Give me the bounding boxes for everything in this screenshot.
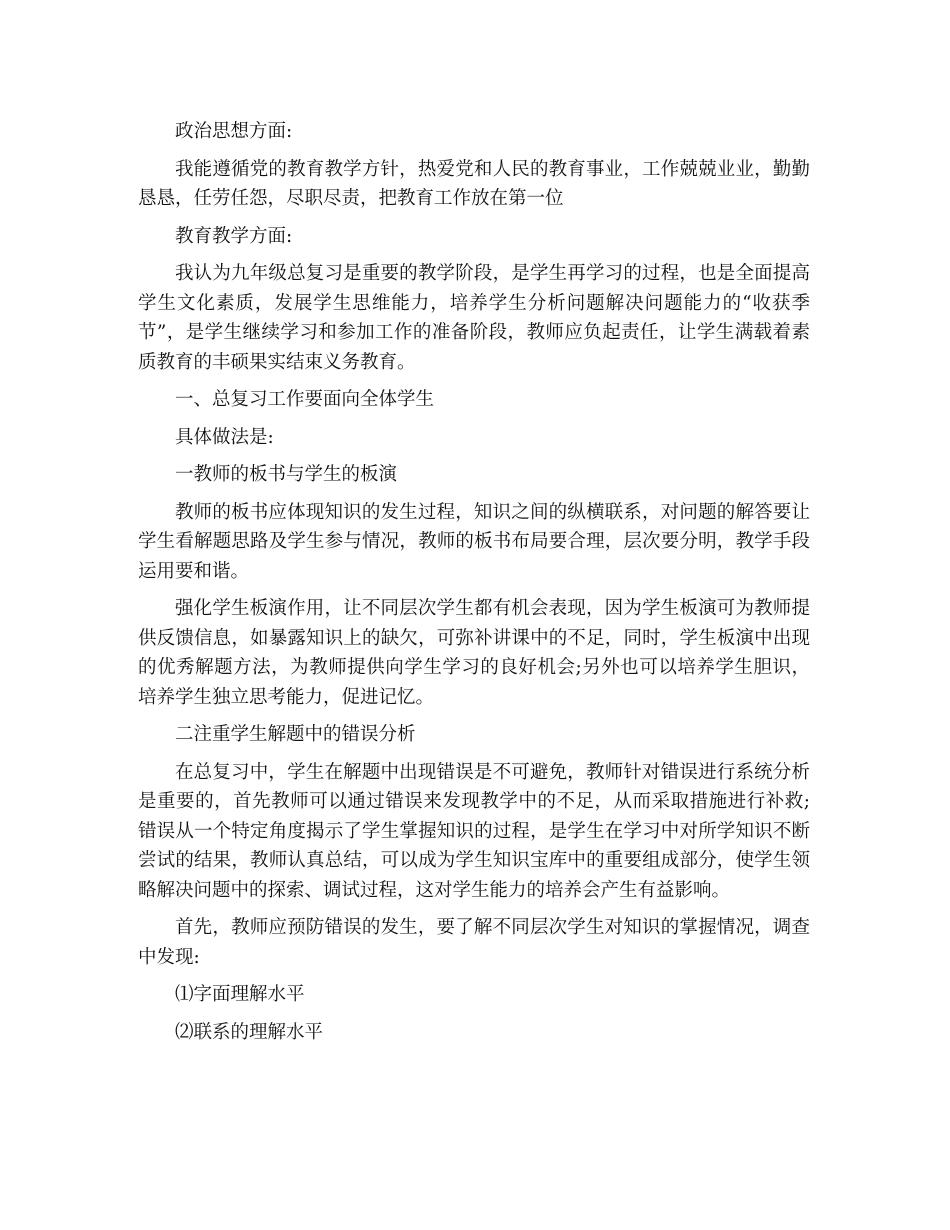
paragraph: 教师的板书应体现知识的发生过程，知识之间的纵横联系，对问题的解答要让学生看解题思路及学生参与情况，教师的板书布局要合理，层次要分明，教学手段运用要和谐。 bbox=[138, 501, 810, 582]
paragraph: 我认为九年级总复习是重要的教学阶段，是学生再学习的过程，也是全面提高学生文化素质，发展学生思维能力，培养学生分析问题解决问题能力的“收获季节”，是学生继续学习和参加工作的准备阶段，教师应负起责任，让学生满载着素质教育的丰硕果实结束义务教育。 bbox=[138, 263, 810, 373]
paragraph: 在总复习中，学生在解题中出现错误是不可避免，教师针对错误进行系统分析是重要的，首先教师可以通过错误来发现教学中的不足，从而采取措施进行补救;错误从一个特定角度揭示了学生掌握知识的过程，是学生在学习中对所学知识不断尝试的结果，教师认真总结，可以成为学生知识宝库中的重要组成部分，使学生领略解决问题中的探索、调试过程，这对学生能力的培养会产生有益影响。 bbox=[138, 761, 810, 901]
paragraph: 首先，教师应预防错误的发生，要了解不同层次学生对知识的掌握情况，调查中发现: bbox=[138, 917, 810, 968]
document-body bbox=[138, 117, 810, 1055]
subsection-heading: 一教师的板书与学生的板演 bbox=[175, 464, 398, 485]
paragraph: 我能遵循党的教育教学方针，热爱党和人民的教育事业，工作兢兢业业，勤勤恳恳，任劳任怨，尽职尽责，把教育工作放在第一位 bbox=[138, 158, 810, 209]
list-item: ⑴字面理解水平 bbox=[175, 984, 305, 1005]
heading-teaching: 教育教学方面: bbox=[175, 225, 293, 247]
paragraph: 强化学生板演作用，让不同层次学生都有机会表现，因为学生板演可为教师提供反馈信息，如暴露知识上的缺欠，可弥补讲课中的不足，同时，学生板演中出现的优秀解题方法，为教师提供向学生学习的良好机会;另外也可以培养学生胆识，培养学生独立思考能力，促进记忆。 bbox=[138, 598, 810, 708]
list-item: ⑵联系的理解水平 bbox=[175, 1021, 324, 1043]
paragraph: 具体做法是: bbox=[175, 426, 274, 448]
section-heading-1: 一、总复习工作要面向全体学生 bbox=[175, 389, 435, 410]
section-heading-2: 二注重学生解题中的错误分析 bbox=[175, 724, 416, 745]
heading-political: 政治思想方面: bbox=[175, 121, 293, 142]
